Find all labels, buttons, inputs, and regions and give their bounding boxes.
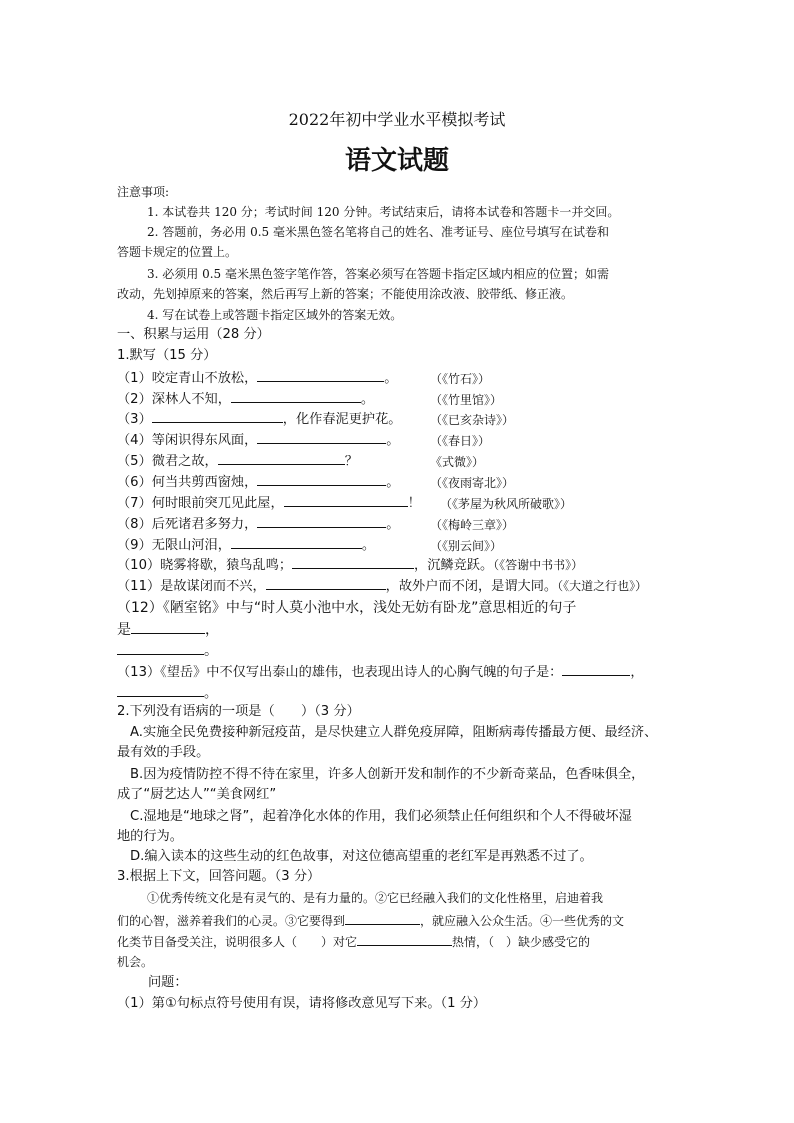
q1-item: 。	[117, 641, 218, 660]
note-line: 2. 答题前，务必用 0.5 毫米黑色签名笔将自己的姓名、准考证号、座位号填写在试卷和	[147, 225, 609, 239]
q1-source: （《竹石》）	[430, 372, 491, 386]
q1-item: （4）等闲识得东风面， 。	[117, 430, 399, 450]
q1-source: （《已亥杂诗》）	[430, 413, 515, 427]
q3-stem: 3.根据上下文，回答问题。（3 分）	[117, 869, 321, 884]
q1-item: （13）《望岳》中不仅写出泰山的雄伟，也表现出诗人的心胸气魄的句子是： ，	[117, 662, 644, 682]
q1-heading: 1.默写（15 分）	[117, 348, 217, 363]
q1-source: （《茅屋为秋风所破歌》）	[440, 497, 573, 511]
q1-source: 《式微》）	[430, 455, 485, 469]
q3-passage: 们的心智，滋养着我们的心灵。③它要得到 ，就应融入公众生活。④一些优秀的文	[117, 911, 624, 930]
note-line: 1. 本试卷共 120 分；考试时间 120 分钟。考试结束后，请将本试卷和答题卡一并交回。	[147, 205, 620, 219]
q1-item: （8）后死诸君多努力， 。	[117, 514, 399, 534]
q1-item: （10）晓雾将歇，猿鸟乱鸣； ，沉鳞竞跃。（《答谢中书书》）	[117, 555, 583, 575]
q1-source: （《春日》）	[430, 434, 491, 448]
q1-item: 。	[117, 683, 217, 703]
exam-title: 2022年初中学业水平模拟考试	[288, 110, 506, 129]
q1-item: （7）何时眼前突兀见此屋， ！	[117, 493, 421, 513]
q2-option: D.编入读本的这些生动的红色故事，对这位德高望重的老红军是再熟悉不过了。	[130, 849, 593, 864]
note-line: 4. 写在试卷上或答题卡指定区域外的答案无效。	[147, 308, 403, 322]
q2-stem: 2.下列没有语病的一项是（ ）（3 分）	[117, 704, 360, 719]
q1-item: （9）无限山河泪， 。	[117, 535, 375, 555]
q1-item: （3） ，化作春泥更护花。	[117, 409, 401, 429]
q1-item: （2）深林人不知， 。	[117, 389, 374, 409]
note-line: 答题卡规定的位置上。	[117, 245, 238, 259]
q2-option: 地的行为。	[117, 829, 183, 844]
q3-questions-label: 问题：	[148, 975, 188, 990]
q1-source: （《别云间》）	[430, 539, 503, 553]
note-line: 改动，先划掉原来的答案，然后再写上新的答案；不能使用涂改液、胶带纸、修正液。	[117, 287, 574, 301]
q2-option: A.实施全民免费接种新冠疫苗，是尽快建立人群免疫屏障，阻断病毒传播最方便、最经济、	[130, 725, 658, 740]
q3-passage: 机会。	[117, 955, 154, 969]
note-line: 3. 必须用 0.5 毫米黑色签字笔作答，答案必须写在答题卡指定区域内相应的位置；如需	[147, 267, 609, 281]
section-heading: 一、积累与运用（28 分）	[117, 327, 270, 342]
q1-item: （1）咬定青山不放松， 。	[117, 368, 397, 388]
q1-item: （11）是故谋闭而不兴， ，故外户而不闭，是谓大同。（《大道之行也》）	[117, 576, 647, 596]
q3-passage: ①优秀传统文化是有灵气的、是有力量的。②它已经融入我们的文化性格里，启迪着我	[147, 891, 604, 905]
q1-source: （《梅岭三章》）	[430, 518, 515, 532]
q2-option: 最有效的手段。	[117, 745, 210, 760]
q1-item: （12）《陋室铭》中与“时人莫小池中水，浅处无妨有卧龙”意思相近的句子	[117, 600, 577, 616]
subject-title: 语文试题	[344, 146, 449, 176]
q1-source: （《竹里馆》）	[430, 393, 503, 407]
q2-option: C.湿地是“地球之肾”，起着净化水体的作用，我们必须禁止任何组织和个人不得破坏湿	[130, 809, 632, 824]
q1-item: 是 ，	[117, 622, 219, 638]
q1-source: （《夜雨寄北》）	[430, 476, 515, 490]
q3-sub-question: （1）第①句标点符号使用有误，请将修改意见写下来。（1 分）	[117, 996, 487, 1011]
q2-option: B.因为疫情防控不得不待在家里，许多人创新开发和制作的不少新奇菜品，色香味俱全，	[130, 767, 645, 782]
q1-item: （6）何当共剪西窗烛， 。	[117, 472, 399, 492]
q2-option: 成了“厨艺达人”“美食网红”	[117, 787, 277, 802]
notes-heading: 注意事项:	[117, 185, 170, 199]
q1-item: （5）微君之故， ？	[117, 451, 358, 471]
q3-passage: 化类节目备受关注，说明很多人（ ）对它 热情，（ ）缺少感受它的	[117, 932, 590, 951]
